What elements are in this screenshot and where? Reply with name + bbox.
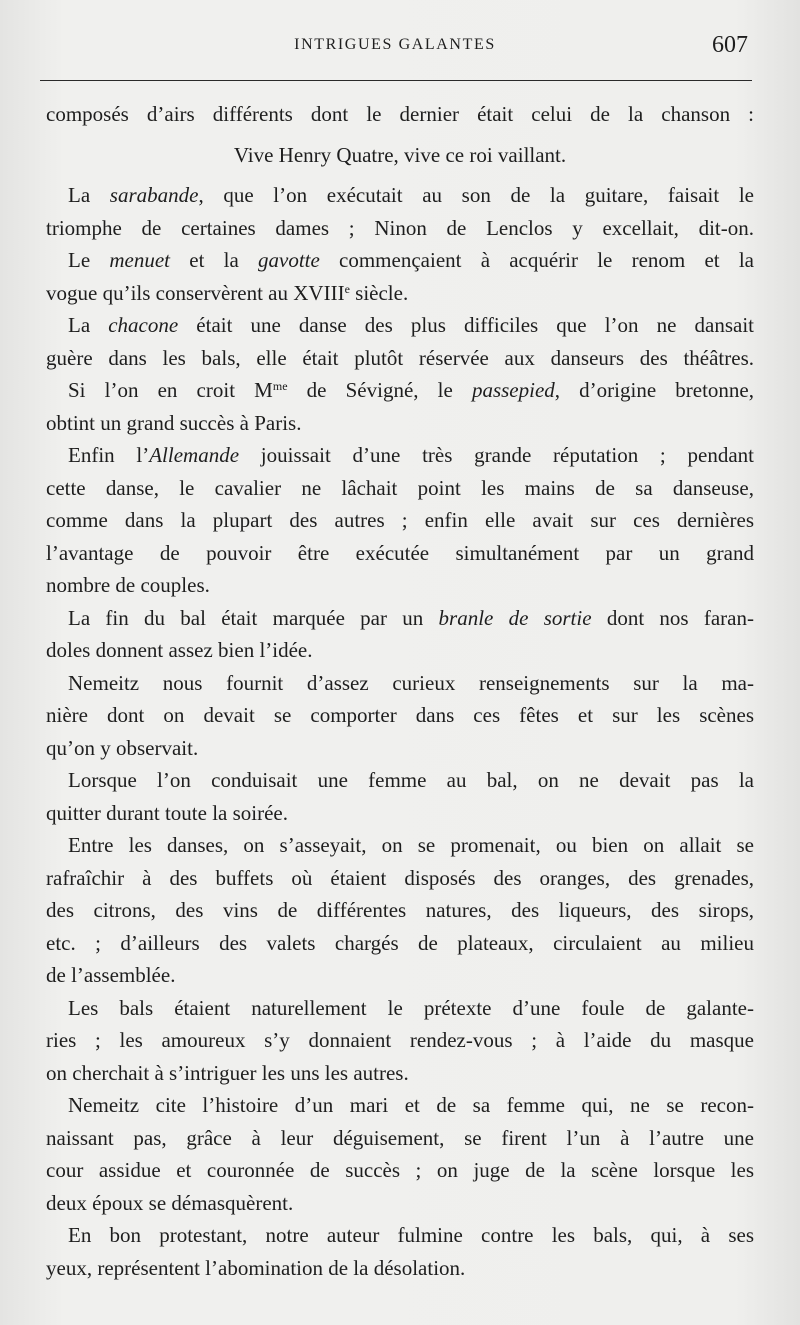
text-line: Lorsque l’on conduisait une femme au bal, on ne devait pas la	[68, 768, 754, 792]
text-line: La chacone était une danse des plus difficiles que l’on ne dansait	[68, 313, 754, 337]
text-line: nière dont on devait se comporter dans ces fêtes et sur les scènes	[46, 703, 754, 727]
text-line: Les bals étaient naturellement le prétexte d’une foule de galante-	[68, 995, 754, 1020]
text-line: La fin du bal était marquée par un branle de sortie dont nos faran-	[68, 605, 754, 630]
text-line: yeux, représentent l’abomination de la désolation.	[46, 1255, 466, 1280]
text-line: des citrons, des vins de différentes natures, des liqueurs, des sirops,	[46, 898, 754, 922]
text-line: naissant pas, grâce à leur déguisement, se firent l’un à l’autre une	[46, 1125, 754, 1150]
song-verse: Vive Henry Quatre, vive ce roi vaillant.	[233, 142, 567, 167]
text-line: triomphe de certaines dames ; Ninon de Lenclos y excellait, dit-on.	[46, 215, 754, 240]
text-line: Nemeitz cite l’histoire d’un mari et de sa femme qui, ne se recon-	[68, 1093, 754, 1117]
text-line: cette danse, le cavalier ne lâchait point les mains de sa danseuse,	[46, 475, 754, 500]
text-line: Nemeitz nous fournit d’assez curieux renseignements sur la ma-	[68, 670, 754, 695]
text-line: cour assidue et couronnée de succès ; on juge de la scène lorsque les	[46, 1158, 754, 1182]
body-text	[46, 98, 754, 1284]
text-line: nombre de couples.	[46, 573, 210, 597]
text-line: l’avantage de pouvoir être exécutée simultanément par un grand	[46, 540, 754, 565]
text-line: doles donnent assez bien l’idée.	[46, 638, 313, 662]
text-line: etc. ; d’ailleurs des valets chargés de plateaux, circulaient au milieu	[46, 930, 754, 955]
text-line: composés d’airs différents dont le dernier était celui de la chanson :	[46, 102, 754, 126]
text-line: En bon protestant, notre auteur fulmine contre les bals, qui, à ses	[68, 1223, 754, 1247]
running-title: INTRIGUES GALANTES	[294, 36, 496, 53]
text-line: Le menuet et la gavotte commençaient à acquérir le renom et la	[68, 248, 754, 272]
text-line: La sarabande, que l’on exécutait au son de la guitare, faisait le	[68, 183, 754, 207]
text-line: quitter durant toute la soirée.	[46, 800, 289, 825]
text-line: Si l’on en croit $M^{me}$ de Sévigné, le passepied, d’origine bretonne,	[68, 378, 754, 402]
text-line: on cherchait à s’intriguer les uns les autres.	[46, 1060, 409, 1085]
page-number: 607	[712, 32, 748, 58]
page-header	[40, 32, 750, 68]
text-line: deux époux se démasquèrent.	[46, 1190, 294, 1215]
text-line: qu’on y observait.	[46, 735, 199, 760]
text-line: comme dans la plupart des autres ; enfin elle avait sur ces dernières	[46, 508, 754, 532]
text-line: Enfin l’Allemande jouissait d’une très grande réputation ; pendant	[68, 443, 754, 467]
text-line: guère dans les bals, elle était plutôt réservée aux danseurs des théâtres.	[46, 345, 754, 370]
text-line: obtint un grand succès à Paris.	[46, 410, 302, 435]
text-line: rafraîchir à des buffets où étaient disposés des oranges, des grenades,	[46, 865, 754, 890]
header-rule	[40, 80, 752, 81]
text-line: de l’assemblée.	[46, 963, 176, 987]
text-line: vogue qu’ils conservèrent au XVIIIe siècle.	[46, 280, 409, 305]
text-line: Entre les danses, on s’asseyait, on se promenait, ou bien on allait se	[68, 833, 754, 857]
text-line: ries ; les amoureux s’y donnaient rendez-vous ; à l’aide du masque	[46, 1028, 754, 1052]
